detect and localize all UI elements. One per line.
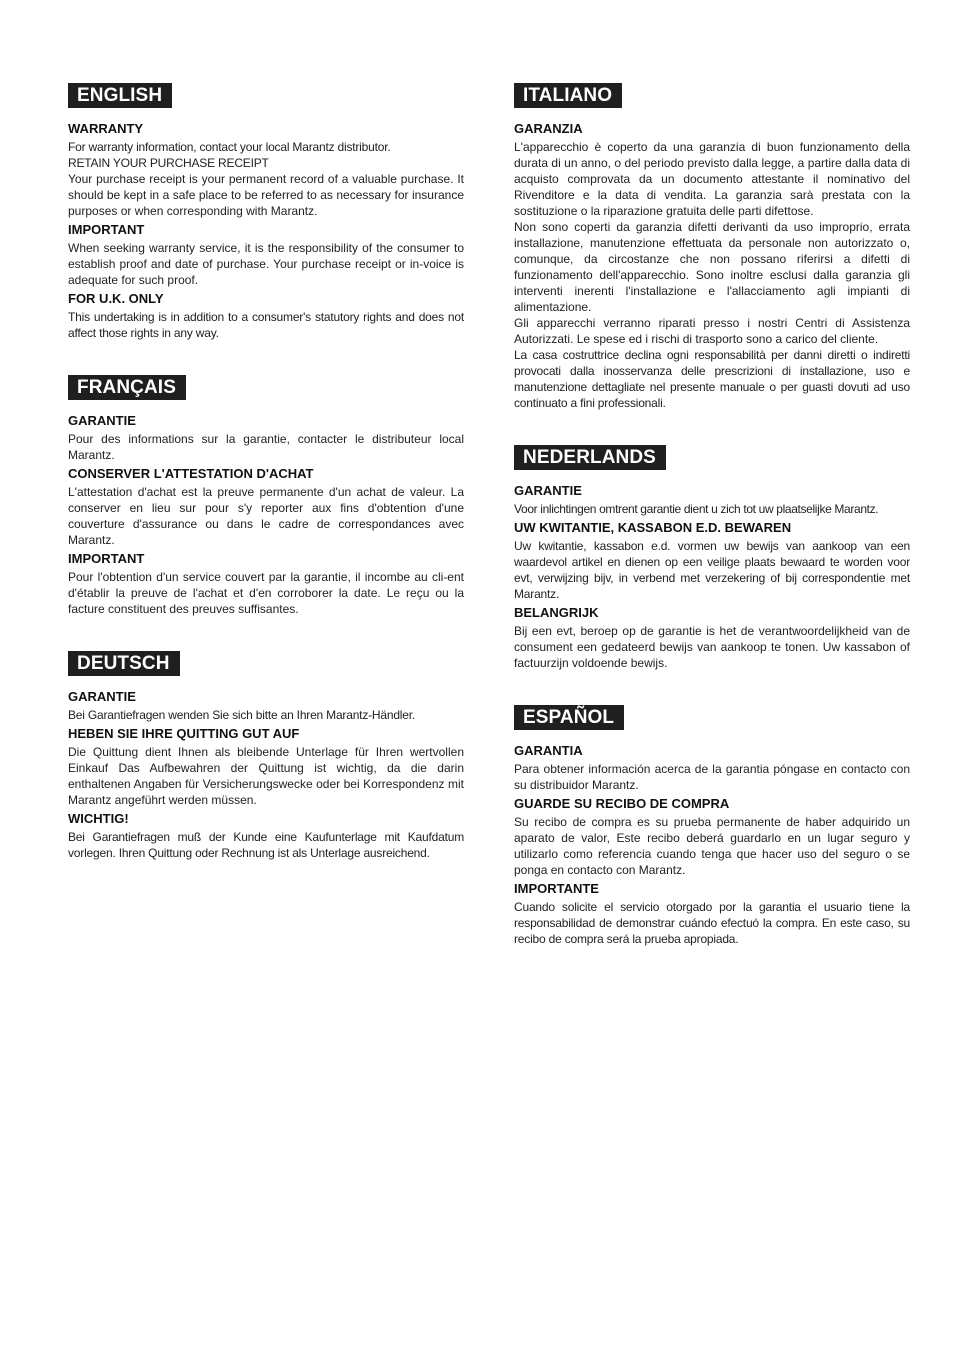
garantie-text: Bei Garantiefragen wenden Sie sich bitte an Ihren Marantz-Händler. xyxy=(68,708,416,722)
uk-only-heading: FOR U.K. ONLY xyxy=(68,291,164,306)
espanol-section xyxy=(514,705,910,947)
right-column xyxy=(514,83,910,981)
left-column xyxy=(68,83,464,895)
wichtig-heading: WICHTIG! xyxy=(68,811,129,826)
uk-only-text: This undertaking is in addition to a consumer's statutory rights and does not affect those rights in any way. xyxy=(68,310,464,340)
riparazioni-text: Gli apparecchi verranno riparati presso i nostri Centri di Assistenza Autorizzati. Le spese ed i rischi di trasporto sono a carico del cliente. xyxy=(514,316,910,346)
warranty-heading: WARRANTY xyxy=(68,121,144,136)
receipt-record-text: Your purchase receipt is your permanent record of a valuable purchase. It should be kept in a safe place to be referred to as necessary for insurance purposes or when corresponding with Marantz. xyxy=(68,172,464,218)
english-heading: ENGLISH xyxy=(68,83,172,108)
english-section xyxy=(68,83,464,341)
deutsch-heading: DEUTSCH xyxy=(68,651,180,676)
recibo-text: Su recibo de compra es su prueba permanente de haber adquirido un aparato de valor, Este recibo deberá guardarlo en un lugar seguro y utilizarlo como referencia cuando tenga que hacer uso del seguro o se ponga en contacto con Marantz. xyxy=(514,815,910,877)
belangrijk-heading: BELANGRIJK xyxy=(514,605,599,620)
nederlands-section xyxy=(514,445,910,671)
italiano-section xyxy=(514,83,910,411)
retain-receipt-text: RETAIN YOUR PURCHASE RECEIPT xyxy=(68,156,269,170)
francais-section xyxy=(68,375,464,617)
wichtig-text: Bei Garantiefragen muß der Kunde eine Kaufunterlage mit Kaufdatum vorlegen. Ihren Quittung oder Rechnung ist als Unterlage ausreichend. xyxy=(68,830,464,860)
responsabilita-text: La casa costruttrice declina ogni responsabilità per danni diretti o indiretti provocati dalla inosservanza delle prescrizioni di installazione, uso e manutenzione dettagliate nel presente manuale o per guasti dovuti ad uso continuato a fini professionali. xyxy=(514,348,910,410)
importante-heading: IMPORTANTE xyxy=(514,881,599,896)
garantie-text: Voor inlichtingen omtrent garantie dient u zich tot uw plaatselijke Marantz. xyxy=(514,502,879,516)
garantie-heading: GARANTIE xyxy=(514,483,582,498)
deutsch-section xyxy=(68,651,464,861)
importante-text: Cuando solicite el servicio otorgado por la garantia el usuario tiene la responsabilidad de demonstrar cuándo efectuó la compra. En este caso, su recibo de compra será la prueba apropiada. xyxy=(514,900,910,946)
belangrijk-text: Bij een evt, beroep op de garantie is het de verantwoordelijkheid van de consument een gedateerd bewijs van aankoop te tonen. Uw kassabon of factuurzijn voldoende bewijs. xyxy=(514,624,910,670)
garantie-heading: GARANTIE xyxy=(68,413,136,428)
garanzia-text: L'apparecchio è coperto da una garanzia di buon funzionamento della durata di un anno, o del periodo previsto dalla legge, a partire dalla data di acquisto comprovata da un documento attestante il nominativo del Rivenditore e la data di vendita. La garanzia sarà prestata con la sostituzione o la riparazione gratuita delle parti difettose. xyxy=(514,140,910,218)
conserver-heading: CONSERVER L'ATTESTATION D'ACHAT xyxy=(68,466,314,481)
garantia-heading: GARANTIA xyxy=(514,743,583,758)
garantia-text: Para obtener información acerca de la garantia póngase en contacto con su distribuidor Marantz. xyxy=(514,762,910,792)
espanol-heading: ESPAÑOL xyxy=(514,705,624,730)
esclusioni-text: Non sono coperti da garanzia difetti derivanti da uso improprio, errata installazione, manutenzione effettuata da personale non autorizzato o, comunque, da circostanze che non possano riferirsi a difetti di funzionamento dell'apparecchio. Sono inoltre esclusi dalla garanzia gli interventi inerenti l'installazione e l'allacciamento agli impianti di alimentazione. xyxy=(514,220,910,314)
recibo-heading: GUARDE SU RECIBO DE COMPRA xyxy=(514,796,730,811)
kwitantie-heading: UW KWITANTIE, KASSABON E.D. BEWAREN xyxy=(514,520,792,535)
francais-heading: FRANÇAIS xyxy=(68,375,186,400)
garantie-text: Pour des informations sur la garantie, contacter le distributeur local Marantz. xyxy=(68,432,464,462)
kwitantie-text: Uw kwitantie, kassabon e.d. vormen uw bewijs van aankoop van een waardevol artikel en dienen op een veilige plaats bewaard te worden voor evt, verwijzing bijv, in verbend met verzekering of bij correspondentie met Marantz. xyxy=(514,539,910,601)
garanzia-heading: GARANZIA xyxy=(514,121,583,136)
garantie-heading: GARANTIE xyxy=(68,689,136,704)
important-text: When seeking warranty service, it is the responsibility of the consumer to establish proof and date of purchase. Your purchase receipt or in-voice is adequate for such proof. xyxy=(68,241,464,287)
warranty-text: For warranty information, contact your local Marantz distributor. xyxy=(68,140,391,154)
important-heading: IMPORTANT xyxy=(68,222,145,237)
nederlands-heading: NEDERLANDS xyxy=(514,445,666,470)
important-text: Pour l'obtention d'un service couvert par la garantie, il incombe au cli-ent d'établir la preuve de l'achat et d'en corroborer la date. Le reçu ou la facture constituent des preuves suffisantes. xyxy=(68,570,464,616)
conserver-text: L'attestation d'achat est la preuve permanente d'un achat de valeur. La conserver en lieu sur pour s'y reporter aux fins d'obtention d'une couverture d'assurance ou dans le cadre de correspondances avec Marantz. xyxy=(68,485,464,547)
italiano-heading: ITALIANO xyxy=(514,83,622,108)
important-heading: IMPORTANT xyxy=(68,551,145,566)
quittung-heading: HEBEN SIE IHRE QUITTING GUT AUF xyxy=(68,726,300,741)
quittung-text: Die Quittung dient Ihnen als bleibende Unterlage für Ihren wertvollen Einkauf Das Aufbewahren der Quittung ist wichtig, da die darin enthaltenen Angaben für Versicherungswecke oder bei Korrespondenz mit Marantz angeführt werden müssen. xyxy=(68,745,464,807)
